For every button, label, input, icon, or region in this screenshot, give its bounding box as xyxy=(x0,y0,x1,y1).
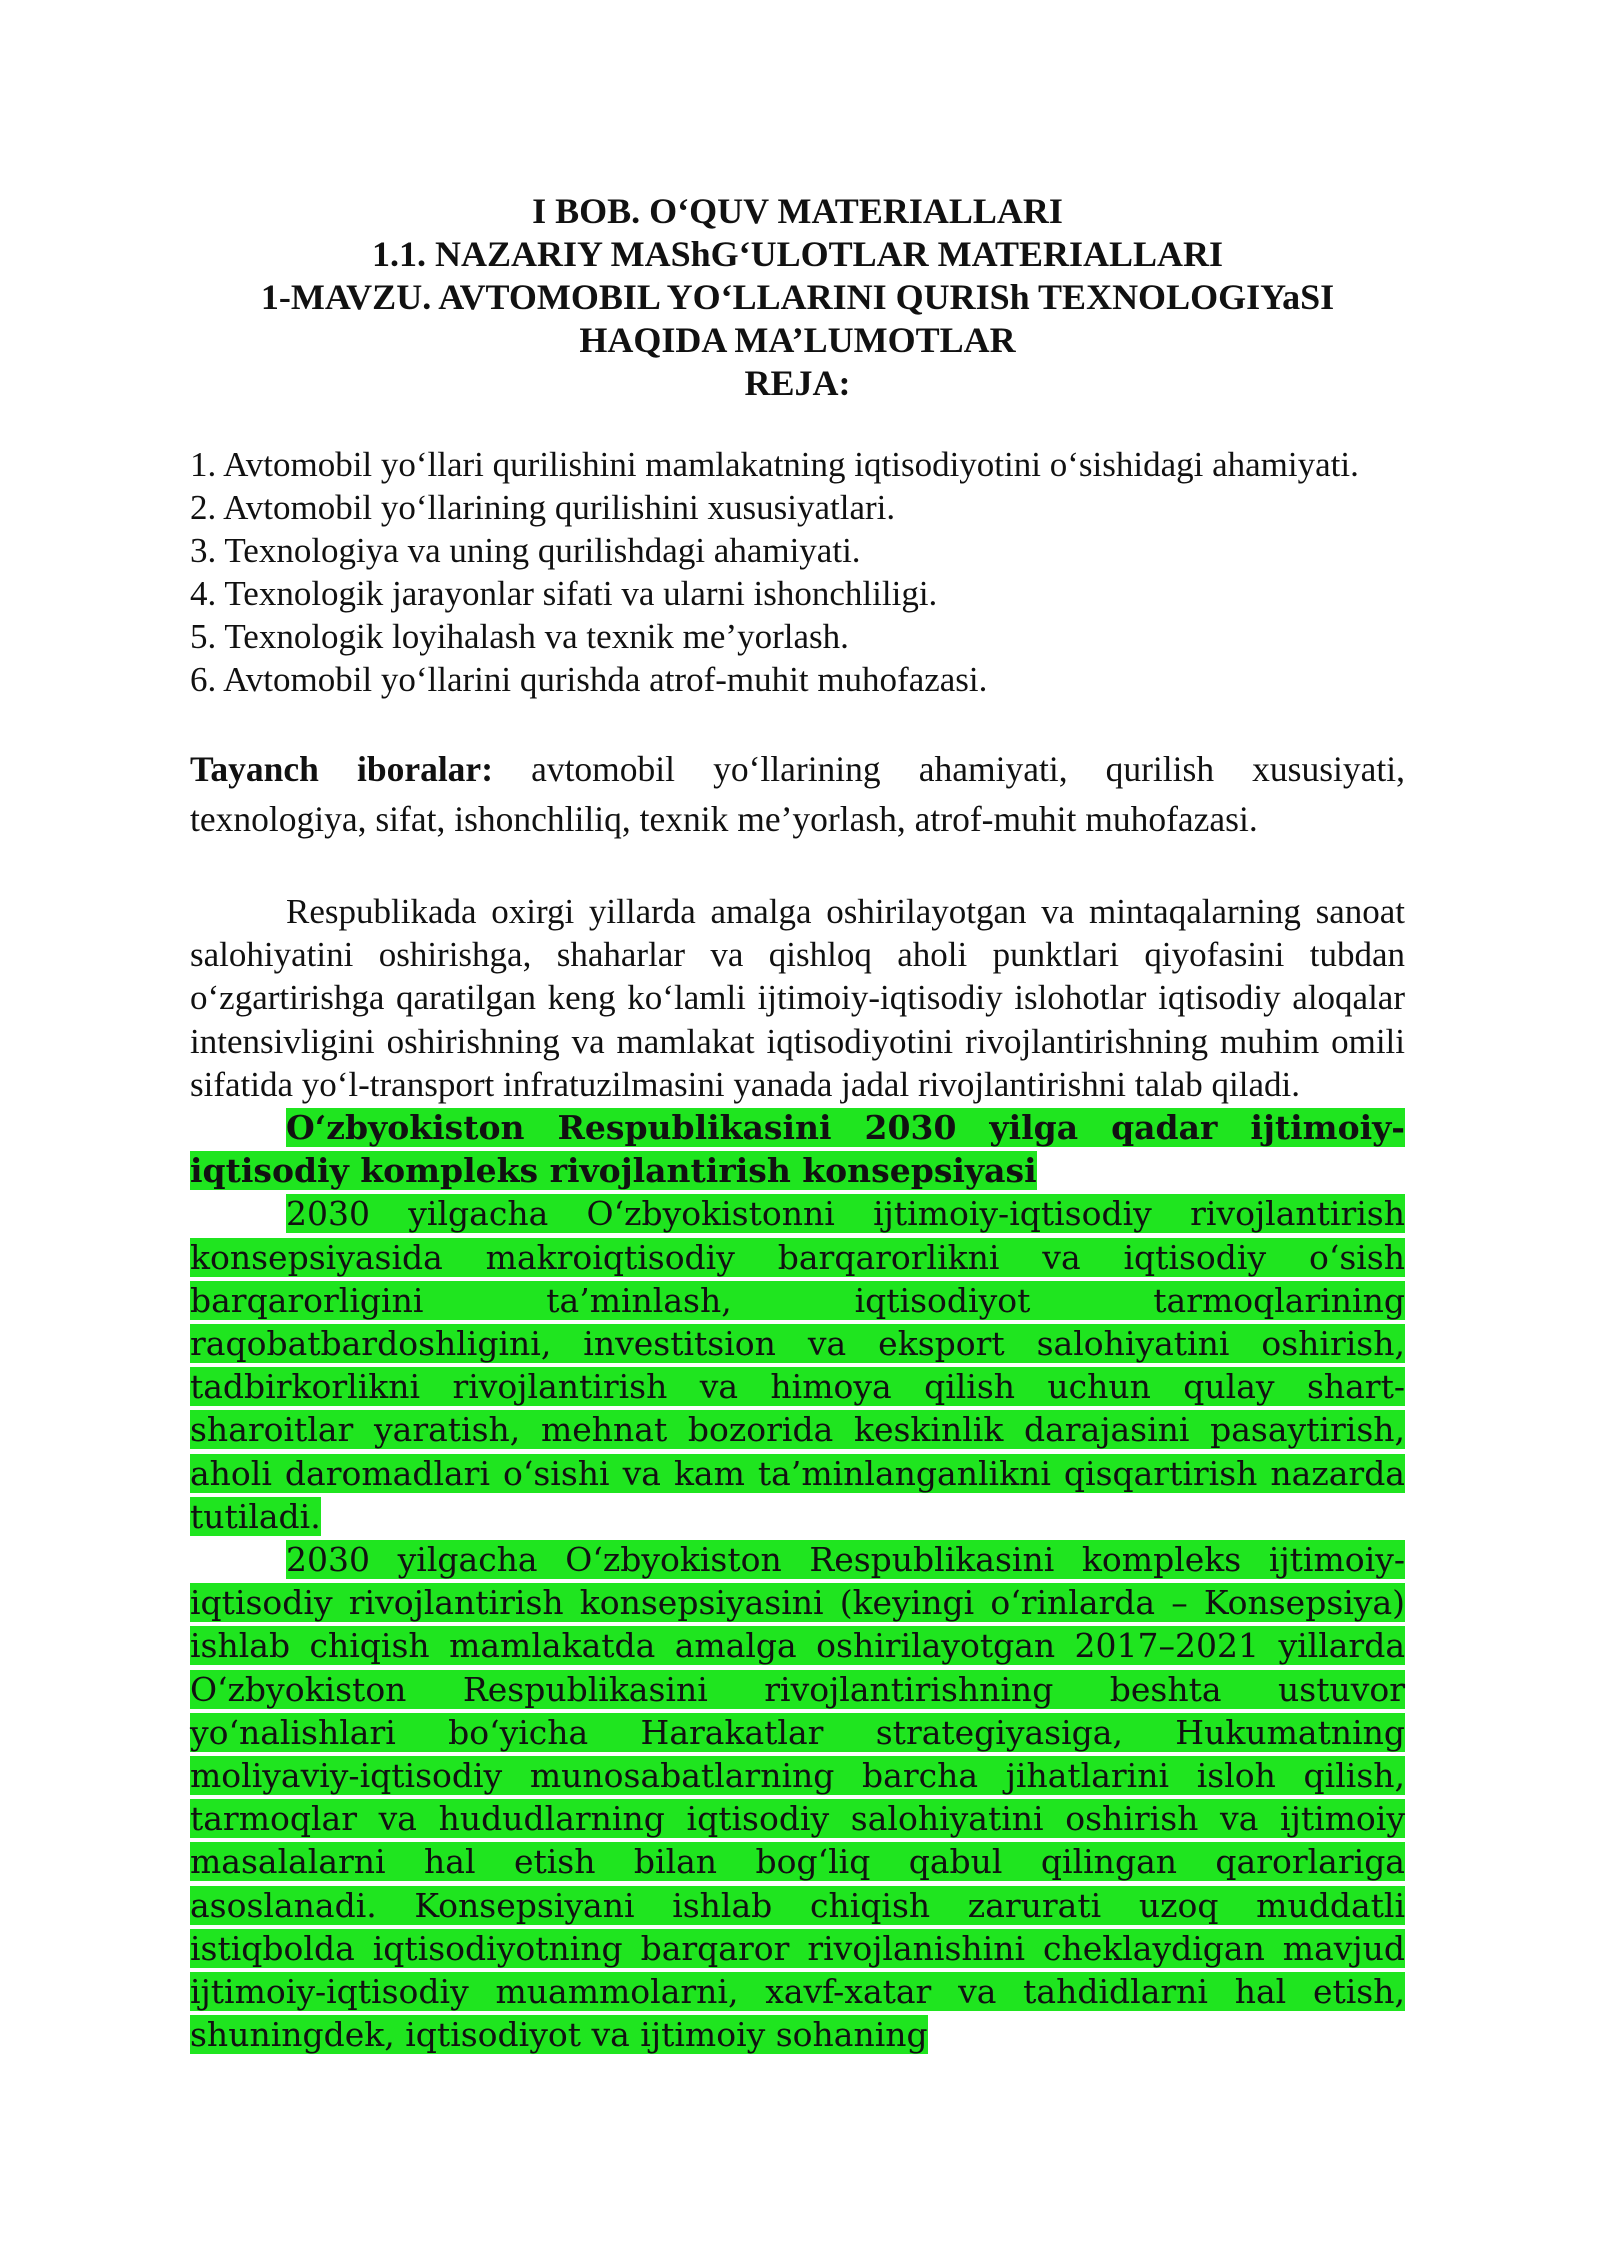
highlighted-title-paragraph xyxy=(190,1106,1405,1192)
plan-item: 1. Avtomobil yo‘llari qurilishini mamlakatning iqtisodiyotini o‘sishidagi ahamiyati. xyxy=(190,445,1359,484)
topic-heading-line-1: 1-MAVZU. AVTOMOBIL YO‘LLARINI QURISh TEXNOLOGIYaSI xyxy=(260,277,1335,317)
keywords-label: Tayanch iboralar: xyxy=(190,749,494,789)
topic-heading-line-2: HAQIDA MA’LUMOTLAR xyxy=(579,320,1016,360)
highlighted-paragraph-1 xyxy=(190,1192,1405,1538)
chapter-heading: I BOB. O‘QUV MATERIALLARI xyxy=(532,191,1063,231)
highlighted-text-1: 2030 yilgacha O‘zbyokistonni ijtimoiy-iqtisodiy rivojlantirish konsepsiyasida makroiqtisodiy barqarorlikni va iqtisodiy o‘sish barqarorligini ta’minlash, iqtisodiyot tarmoqlarining raqobatbardoshligini, investitsion va eksport salohiyatini oshirish, tadbirkorlikni rivojlantirish va himoya qilish uchun qulay shart-sharoitlar yaratish, mehnat bozorida keskinlik darajasini pasaytirish, aholi daromadlari o‘sishi va kam ta’minlanganlikni qisqartirish nazarda tutiladi. xyxy=(190,1194,1405,1536)
plan-item: 3. Texnologiya va uning qurilishdagi ahamiyati. xyxy=(190,531,861,570)
keywords-text: avtomobil yo‘llarining ahamiyati, qurilish xususiyati, texnologiya, sifat, ishonchliliq, texnik me’yorlash, atrof-muhit muhofazasi. xyxy=(190,749,1405,839)
plan-item: 5. Texnologik loyihalash va texnik me’yorlash. xyxy=(190,617,849,656)
plan-item: 2. Avtomobil yo‘llarining qurilishini xususiyatlari. xyxy=(190,488,896,527)
highlighted-paragraph-2 xyxy=(190,1538,1405,2056)
page-content xyxy=(190,190,1405,2056)
keywords-paragraph xyxy=(190,744,1405,844)
plan-heading: REJA: xyxy=(744,363,851,403)
plan-item: 4. Texnologik jarayonlar sifati va ularni ishonchliligi. xyxy=(190,574,938,613)
section-heading: 1.1. NAZARIY MAShG‘ULOTLAR MATERIALLARI xyxy=(371,234,1224,274)
plan-item: 6. Avtomobil yo‘llarini qurishda atrof-muhit muhofazasi. xyxy=(190,660,988,699)
highlighted-text-2: 2030 yilgacha O‘zbyokiston Respublikasini kompleks ijtimoiy-iqtisodiy rivojlantirish konsepsiyasini (keyingi o‘rinlarda – Konsepsiya) ishlab chiqish mamlakatda amalga oshirilayotgan 2017–2021 yillarda O‘zbyokiston Respublikasini rivojlantirishning beshta ustuvor yo‘nalishlari bo‘yicha Harakatlar strategiyasiga, Hukumatning moliyaviy-iqtisodiy munosabatlarning barcha jihatlarini isloh qilish, tarmoqlar va hududlarning iqtisodiy salohiyatini oshirish va ijtimoiy masalalarni hal etish bilan bog‘liq qabul qilingan qarorlariga asoslanadi. Konsepsiyani ishlab chiqish zarurati uzoq muddatli istiqbolda iqtisodiyotning barqaror rivojlanishini cheklaydigan mavjud ijtimoiy-iqtisodiy muammolarni, xavf-xatar va tahdidlarni hal etish, shuningdek, iqtisodiyot va ijtimoiy sohaning xyxy=(190,1540,1405,2055)
highlighted-section xyxy=(190,1106,1405,2056)
highlighted-title: O‘zbyokiston Respublikasini 2030 yilga qadar ijtimoiy-iqtisodiy kompleks rivojlantirish konsepsiyasi xyxy=(190,1108,1405,1191)
intro-paragraph: Respublikada oxirgi yillarda amalga oshirilayotgan va mintaqalarning sanoat salohiyatini oshirishga, shaharlar va qishloq aholi punktlari qiyofasini tubdan o‘zgartirishga qaratilgan keng ko‘lamli ijtimoiy-iqtisodiy islohotlar iqtisodiy aloqalar intensivligini oshirishning va mamlakat iqtisodiyotini rivojlantirishning muhim omili sifatida yo‘l-transport infratuzilmasini yanada jadal rivojlantirishni talab qiladi. xyxy=(190,892,1405,1104)
heading-block xyxy=(190,190,1405,405)
body-text xyxy=(190,890,1405,1106)
plan-list xyxy=(190,443,1405,701)
